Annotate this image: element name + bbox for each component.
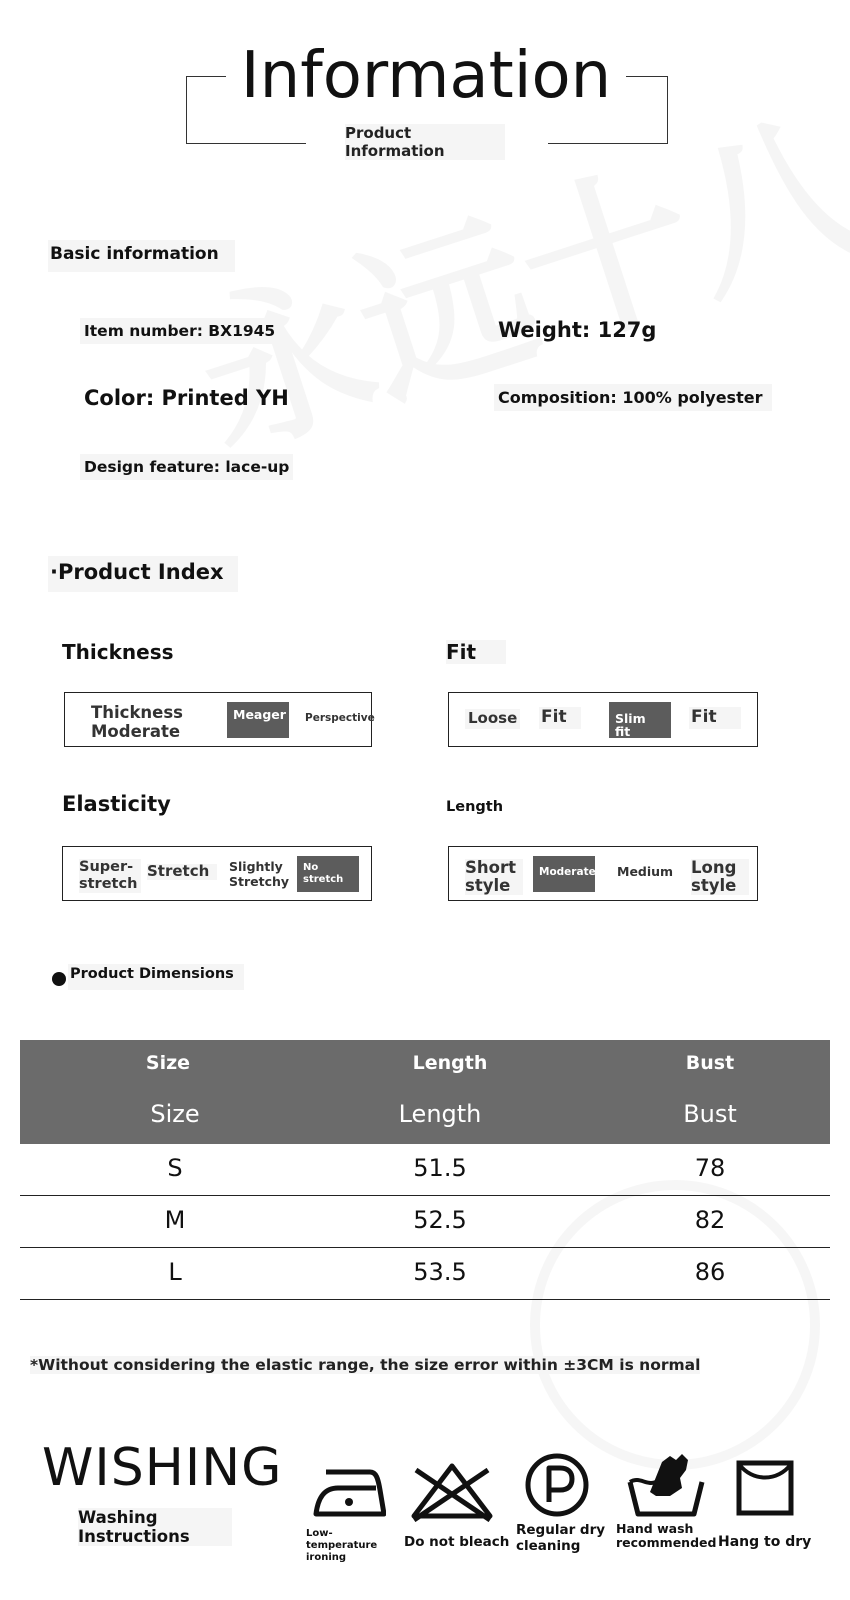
length-selector (448, 846, 758, 901)
cell-length: 51.5 (413, 1154, 467, 1182)
elasticity-option-super-stretch[interactable]: Super-stretch (79, 859, 141, 893)
thickness-label: Thickness (62, 640, 174, 664)
thickness-option-perspective[interactable]: Perspective (305, 712, 375, 724)
dry-clean-label: Regular dry cleaning (516, 1522, 606, 1554)
cell-bust: 86 (694, 1258, 726, 1286)
fit-option-fit-2[interactable]: Fit (689, 707, 741, 729)
washing-subtitle: Washing Instructions (78, 1508, 232, 1546)
product-index-heading: ·Product Index (48, 556, 238, 592)
size-error-note: *Without considering the elastic range, the size error within ±3CM is normal (30, 1356, 701, 1374)
elasticity-option-stretch[interactable]: Stretch (147, 864, 217, 880)
fit-label: Fit (446, 640, 506, 664)
thickness-option-meager[interactable]: Meager (227, 702, 289, 738)
elasticity-option-no-stretch[interactable]: No stretch (297, 856, 359, 892)
iron-label: Low-temperature ironing (306, 1528, 378, 1563)
iron-icon (312, 1462, 386, 1520)
hang-dry-icon (736, 1460, 794, 1516)
cell-bust: 78 (694, 1154, 726, 1182)
thickness-selector (64, 692, 375, 747)
no-bleach-icon (410, 1462, 494, 1522)
elasticity-label: Elasticity (62, 792, 171, 816)
fit-option-loose[interactable]: Loose (465, 709, 520, 729)
cell-size: M (164, 1206, 186, 1234)
weight: Weight: 127g (498, 318, 657, 342)
fit-option-fit[interactable]: Fit (539, 707, 581, 729)
length-option-short[interactable]: Short style (465, 859, 523, 895)
cell-size: S (167, 1154, 183, 1182)
length-option-medium[interactable]: Medium (617, 864, 674, 879)
bullet-dot (52, 972, 66, 986)
fit-option-slim[interactable]: Slim fit (609, 702, 671, 738)
item-number: Item number: BX1945 (80, 318, 279, 344)
length-label: Length (446, 799, 504, 815)
header-length: Length (412, 1052, 488, 1074)
cell-bust: 82 (694, 1206, 726, 1234)
cell-length: 52.5 (413, 1206, 467, 1234)
elasticity-selector (62, 846, 372, 901)
washing-title: WISHING (42, 1438, 283, 1498)
table-row (20, 1196, 830, 1248)
header-length-2: Length (398, 1100, 482, 1128)
dry-clean-p-icon (524, 1452, 590, 1518)
hand-wash-label: Hand wash recommended (616, 1521, 717, 1550)
color: Color: Printed YH (84, 386, 289, 410)
composition: Composition: 100% polyester (494, 384, 772, 411)
design-feature: Design feature: lace-up (80, 454, 293, 480)
cell-length: 53.5 (413, 1258, 467, 1286)
no-bleach-label: Do not bleach (404, 1534, 510, 1550)
fit-selector (448, 692, 758, 747)
table-row (20, 1248, 830, 1300)
product-dimensions-heading: Product Dimensions (68, 964, 244, 990)
table-row (20, 1144, 830, 1196)
header-size-2: Size (150, 1100, 200, 1128)
cell-size: L (168, 1258, 182, 1286)
basic-info-heading: Basic information (48, 240, 235, 272)
size-table (20, 1040, 830, 1300)
table-header (20, 1040, 830, 1144)
header-bust-2: Bust (683, 1100, 737, 1128)
thickness-option-moderate[interactable]: Thickness Moderate (91, 703, 183, 741)
length-option-long[interactable]: Long style (691, 859, 749, 895)
page-subtitle: Product Information (345, 124, 505, 160)
header-size: Size (145, 1052, 191, 1074)
hand-wash-icon (626, 1452, 706, 1518)
page-title: Information (226, 36, 626, 116)
elasticity-option-slightly[interactable]: Slightly Stretchy (229, 859, 290, 889)
length-option-moderate[interactable]: Moderate (533, 856, 595, 892)
header-bust: Bust (685, 1052, 735, 1074)
hang-dry-label: Hang to dry (718, 1534, 812, 1550)
